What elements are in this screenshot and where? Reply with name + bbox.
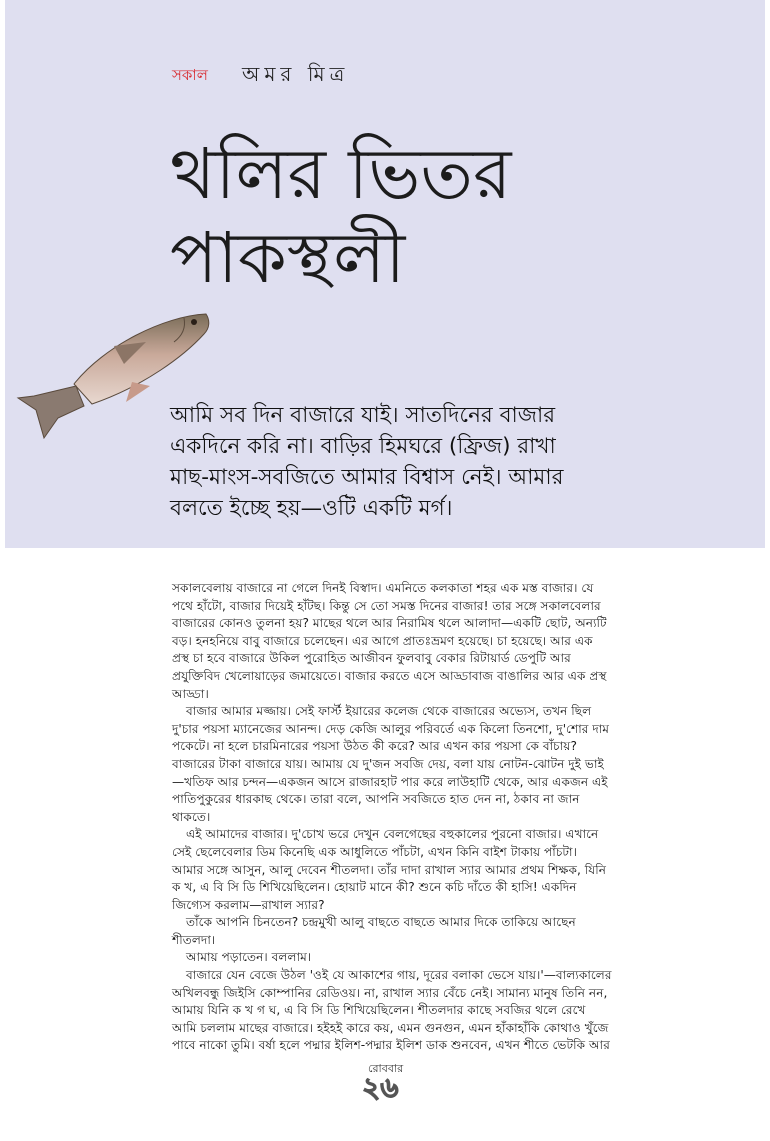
body-paragraph: বাজারে যেন বেজে উঠল 'ওই যে আকাশের গায়, দূরের বলাকা ভেসে যায়।'—বাল্যকালের অখিলবন্ধু জিইসি কোম্পানির রেডিওয়। না, রাখাল স্যার বেঁচে নেই। সামান্য মানুষ তিনি নন, আমায় যিনি ক খ গ ঘ, এ বি সি ডি শিখিয়েছিলেন। শীতলদার কাছে সবজির থলে রেখে আমি চললাম মাছের বাজারে। হইহই কারে কয়, এমন গুনগুন, এমন হাঁকাহাঁকি কোথাও খুঁজে পাবে নাকো তুমি। বর্ষা হলে পদ্মার ইলিশ-পদ্মার ইলিশ ডাক শুনবেন, এখন শীতে ভেটকি আর <box>172 968 612 1053</box>
title-line-1: থলির ভিতর <box>170 133 512 215</box>
magazine-name: রোববার <box>368 1062 404 1075</box>
author-name: অমর মিত্র <box>242 62 350 86</box>
article-body <box>172 580 612 1055</box>
section-label: সকাল <box>172 66 208 84</box>
page-number: ২৬ <box>362 1071 399 1104</box>
intro-line: বলতে ইচ্ছে হয়—ওটি একটি মর্গ। <box>170 496 453 521</box>
article-title <box>170 132 511 300</box>
body-paragraph: আমায় পড়াতেন। বললাম। <box>186 950 312 965</box>
intro-line: মাছ-মাংস-সবজিতে আমার বিশ্বাস নেই। আমার <box>170 465 564 490</box>
intro-line: একদিনে করি না। বাড়ির হিমঘরে (ফ্রিজ) রাখা <box>170 434 556 459</box>
title-line-2: পাকস্থলী <box>170 217 406 299</box>
body-paragraph: সকালবেলায় বাজারে না গেলে দিনই বিস্বাদ। এমনিতে কলকাতা শহর এক মস্ত বাজার। যে পথে হাঁটো, বাজার দিয়েই হাঁটছ। কিন্তু সে তো সমস্ত দিনের বাজার! তার সঙ্গে সকালবেলার বাজারের কোনও তুলনা হয়? মাছের থলে আর নিরামিষ থলে আলাদা—একটি ছোট, অন্যটি বড়। হনহনিয়ে বাবু বাজারে চলেছেন। এর আগে প্রাতঃভ্রমণ হয়েছে। চা হয়েছে। আর এক প্রস্থ চা হবে বাজারে উকিল পুরোহিত আজীবন ফুলবাবু বেকার রিটায়ার্ড ডেপুটি আর প্রযুক্তিবিদ খেলোয়াড়ের জমায়েতে। বাজার করতে এসে আড্ডাবাজ বাঙালির আর এক প্রস্থ আড্ডা। <box>172 581 607 701</box>
intro-paragraph <box>170 400 750 524</box>
intro-line: আমি সব দিন বাজারে যাই। সাতদিনের বাজার <box>170 403 556 428</box>
body-paragraph: এই আমাদের বাজার। দু'চোখ ভরে দেখুন বেলগেছের বহুকালের পুরনো বাজার। এখানে সেই ছেলেবেলার ডিম কিনেছি এক আধুলিতে পাঁচটা, এখন কিনি বাইশ টাকায় পাঁচটা। আমার সঙ্গে আসুন, আলু দেবেন শীতলদা। তাঁর দাদা রাখাল স্যার আমার প্রথম শিক্ষক, যিনি ক খ, এ বি সি ডি শিখিয়েছিলেন। হোয়াট মানে কী? শুনে কচি দাঁতে কী হাসি! একদিন জিগ্যেস করলাম—রাখাল স্যার? <box>172 827 607 912</box>
body-paragraph: তাঁকে আপনি চিনতেন? চন্দ্রমুখী আলু বাছতে বাছতে আমার দিকে তাকিয়ে আছেন শীতলদা। <box>172 915 576 947</box>
body-paragraph: বাজার আমার মজ্জায়। সেই ফার্স্ট ইয়ারের কলেজ থেকে বাজারের অভ্যেস, তখন ছিল দু'চার পয়সা ম্যানেজের আনন্দ। দেড় কেজি আলুর পরিবর্তে এক কিলো তিনশো, দু'শোর দাম পকেটে। না হলে চারমিনারের পয়সা উঠত কী করে? আর এখন কার পয়সা কে বাঁচায়? বাজারের টাকা বাজারে যায়। আমায় যে দু'জন সবজি দেয়, বলা যায় নোটন-ঝোটন দুই ভাই—খতিফ আর চন্দন—একজন আসে রাজারহাট পার করে লাউহাটি থেকে, আর একজন এই পাতিপুকুরের ধারকাছ থেকে। তারা বলে, আপনি সবজিতে হাত দেন না, ঠকাব না জান থাকতে। <box>172 704 610 824</box>
